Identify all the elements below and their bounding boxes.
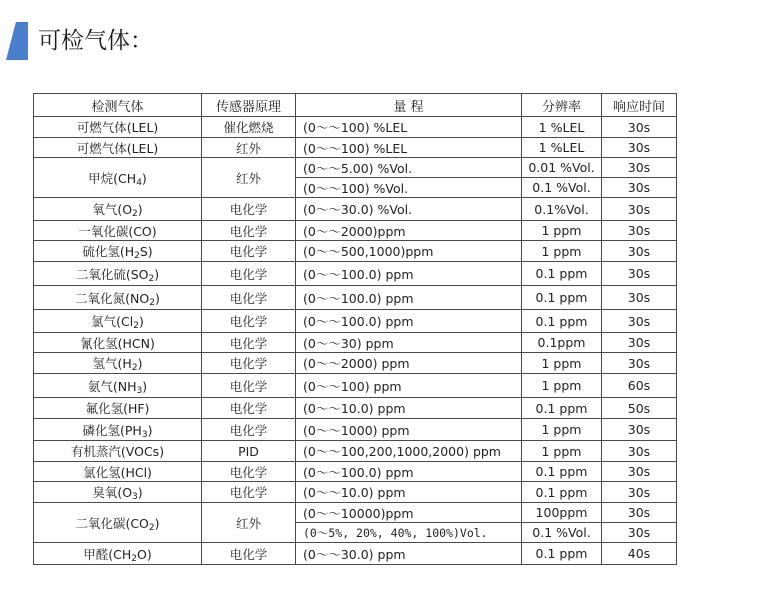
table-row xyxy=(34,543,677,565)
gas-cell xyxy=(34,441,202,462)
range-cell: (0～～30.0) %Vol. xyxy=(296,198,522,221)
gas-subscript: 2 xyxy=(132,209,138,219)
gas-cell xyxy=(34,158,202,198)
gas-name-tail: ) xyxy=(154,290,160,306)
sensor-cell: 电化学 xyxy=(202,241,296,262)
table-row xyxy=(34,441,677,462)
range-cell: (0～～100,200,1000,2000) ppm xyxy=(296,441,522,462)
table-body xyxy=(34,117,677,565)
response-time-cell: 30s xyxy=(602,158,677,178)
response-time-cell: 30s xyxy=(602,482,677,503)
table-row xyxy=(34,462,677,482)
range-cell: (0～～100) %LEL xyxy=(296,138,522,158)
gas-name: 氰化氢(HCN) xyxy=(80,335,155,351)
sensor-cell: 电化学 xyxy=(202,353,296,374)
sensor-cell: 电化学 xyxy=(202,482,296,503)
sensor-cell: 电化学 xyxy=(202,419,296,441)
resolution-cell: 0.1 ppm xyxy=(522,286,602,310)
response-time-cell: 30s xyxy=(602,221,677,241)
gas-name: 氯化氢(HCl) xyxy=(83,464,152,480)
gas-subscript: 2 xyxy=(148,522,155,533)
header-resolution: 分辨率 xyxy=(522,94,602,117)
gas-name: 可燃气体(LEL) xyxy=(76,140,159,156)
gas-name-tail: ) xyxy=(137,485,143,500)
gas-subscript: 2 xyxy=(148,273,155,284)
resolution-cell: 0.1 %Vol. xyxy=(522,523,602,543)
sensor-cell: 电化学 xyxy=(202,198,296,221)
response-time-cell: 30s xyxy=(602,117,677,138)
sensor-cell: 电化学 xyxy=(202,286,296,310)
title-accent-bar xyxy=(6,22,28,60)
gas-name-tail: ) xyxy=(138,314,144,329)
range-cell: (0～～100.0) ppm xyxy=(296,262,522,286)
gas-cell xyxy=(34,398,202,419)
resolution-cell: 1 ppm xyxy=(522,374,602,398)
header-sensor: 传感器原理 xyxy=(202,94,296,117)
table-row xyxy=(34,310,677,333)
gas-cell xyxy=(34,286,202,310)
sensor-cell: 催化燃烧 xyxy=(202,117,296,138)
response-time-cell: 30s xyxy=(602,462,677,482)
resolution-cell: 0.1 ppm xyxy=(522,310,602,333)
gas-subscript: 4 xyxy=(136,177,142,188)
table-row xyxy=(34,353,677,374)
gas-name-tail: ) xyxy=(141,170,147,186)
gas-cell xyxy=(34,543,202,565)
range-cell: (0～～1000) ppm xyxy=(296,419,522,441)
gas-subscript: 2 xyxy=(133,321,139,331)
resolution-cell: 100ppm xyxy=(522,503,602,523)
range-cell: (0～～2000) ppm xyxy=(296,353,522,374)
sensor-cell: 电化学 xyxy=(202,462,296,482)
sensor-cell: 电化学 xyxy=(202,221,296,241)
gas-subscript: 2 xyxy=(149,297,155,308)
gas-name-tail: ) xyxy=(142,378,148,394)
range-cell: (0～～30) ppm xyxy=(296,333,522,353)
resolution-cell: 1 ppm xyxy=(522,353,602,374)
sensor-cell: PID xyxy=(202,441,296,462)
response-time-cell: 30s xyxy=(602,198,677,221)
table-row xyxy=(34,503,677,523)
gas-cell xyxy=(34,462,202,482)
resolution-cell: 0.1 ppm xyxy=(522,262,602,286)
range-cell: (0～～2000)ppm xyxy=(296,221,522,241)
gas-name-tail: ) xyxy=(137,356,143,371)
response-time-cell: 40s xyxy=(602,543,677,565)
range-cell: (0～～100.0) ppm xyxy=(296,286,522,310)
response-time-cell: 30s xyxy=(602,419,677,441)
table-row xyxy=(34,262,677,286)
gas-name: 氟化氢(HF) xyxy=(85,401,150,416)
range-cell: (0～～100) %Vol. xyxy=(296,178,522,198)
gas-cell xyxy=(34,374,202,398)
response-time-cell: 50s xyxy=(602,398,677,419)
table-row xyxy=(34,117,677,138)
gas-name: 二氧化硫(SO xyxy=(75,266,149,282)
gas-name: 氯气(Cl xyxy=(91,314,134,329)
range-cell: (0～5%, 20%, 40%, 100%)Vol. xyxy=(296,523,522,543)
resolution-cell: 0.1ppm xyxy=(522,333,602,353)
resolution-cell: 0.1 ppm xyxy=(522,398,602,419)
gas-name: 臭氧(O xyxy=(92,485,133,500)
table-row xyxy=(34,419,677,441)
resolution-cell: 0.1 ppm xyxy=(522,543,602,565)
sensor-cell: 电化学 xyxy=(202,333,296,353)
gas-subscript: 3 xyxy=(136,385,143,396)
table-row xyxy=(34,482,677,503)
response-time-cell: 30s xyxy=(602,503,677,523)
gas-name: 硫化氢(H xyxy=(82,244,135,259)
header-response: 响应时间 xyxy=(602,94,677,117)
table-row xyxy=(34,158,677,178)
range-cell: (0～～500,1000)ppm xyxy=(296,241,522,262)
range-cell: (0～～100.0) ppm xyxy=(296,462,522,482)
gas-name-tail: ) xyxy=(147,422,153,438)
gas-cell xyxy=(34,241,202,262)
gas-name: 一氧化碳(CO) xyxy=(78,223,157,239)
gas-cell xyxy=(34,353,202,374)
response-time-cell: 30s xyxy=(602,286,677,310)
gas-cell xyxy=(34,503,202,543)
response-time-cell: 30s xyxy=(602,241,677,262)
response-time-cell: 30s xyxy=(602,353,677,374)
resolution-cell: 1 ppm xyxy=(522,419,602,441)
table-row xyxy=(34,286,677,310)
gas-name: 磷化氢(PH xyxy=(82,422,142,438)
gas-cell xyxy=(34,482,202,503)
gas-name: 甲烷(CH xyxy=(88,170,137,186)
gas-subscript: 3 xyxy=(141,429,148,440)
resolution-cell: 0.1 %Vol. xyxy=(522,178,602,198)
header-range: 量 程 xyxy=(296,94,522,117)
table-row xyxy=(34,241,677,262)
gas-name-tail: S) xyxy=(139,244,153,259)
gas-name-tail: ) xyxy=(154,515,160,531)
resolution-cell: 0.1%Vol. xyxy=(522,198,602,221)
resolution-cell: 1 ppm xyxy=(522,241,602,262)
resolution-cell: 1 ppm xyxy=(522,441,602,462)
resolution-cell: 1 %LEL xyxy=(522,138,602,158)
sensor-cell: 电化学 xyxy=(202,262,296,286)
gas-name: 可燃气体(LEL) xyxy=(76,120,159,135)
response-time-cell: 30s xyxy=(602,262,677,286)
sensor-cell: 红外 xyxy=(202,158,296,198)
gas-name-tail: ) xyxy=(154,266,160,282)
response-time-cell: 30s xyxy=(602,523,677,543)
gas-name: 二氧化碳(CO xyxy=(75,515,149,531)
gas-name: 有机蒸汽(VOCs) xyxy=(70,444,165,459)
table-row xyxy=(34,198,677,221)
gas-cell xyxy=(34,419,202,441)
response-time-cell: 60s xyxy=(602,374,677,398)
page-header xyxy=(6,22,406,62)
range-cell: (0～～100.0) ppm xyxy=(296,310,522,333)
resolution-cell: 0.1 ppm xyxy=(522,482,602,503)
gas-subscript: 2 xyxy=(131,553,138,564)
sensor-cell: 红外 xyxy=(202,138,296,158)
sensor-cell: 电化学 xyxy=(202,374,296,398)
table-header-row xyxy=(34,94,677,117)
gas-cell xyxy=(34,138,202,158)
range-cell: (0～～30.0) ppm xyxy=(296,543,522,565)
response-time-cell: 30s xyxy=(602,310,677,333)
gas-name: 氧气(O xyxy=(92,202,133,217)
gas-subscript: 2 xyxy=(134,251,140,261)
sensor-cell: 电化学 xyxy=(202,310,296,333)
response-time-cell: 30s xyxy=(602,138,677,158)
table-row xyxy=(34,398,677,419)
range-cell: (0～～10.0) ppm xyxy=(296,398,522,419)
response-time-cell: 30s xyxy=(602,178,677,198)
page-title: 可检气体： xyxy=(38,28,153,54)
header-gas: 检测气体 xyxy=(34,94,202,117)
gas-cell xyxy=(34,221,202,241)
sensor-cell: 红外 xyxy=(202,503,296,543)
resolution-cell: 0.01 %Vol. xyxy=(522,158,602,178)
gas-subscript: 2 xyxy=(131,363,138,373)
gas-cell xyxy=(34,333,202,353)
sensor-cell: 电化学 xyxy=(202,543,296,565)
response-time-cell: 30s xyxy=(602,441,677,462)
gas-spec-table xyxy=(33,93,677,565)
gas-subscript: 3 xyxy=(132,492,138,502)
gas-cell xyxy=(34,262,202,286)
table-row xyxy=(34,333,677,353)
resolution-cell: 0.1 ppm xyxy=(522,462,602,482)
table-row xyxy=(34,374,677,398)
gas-cell xyxy=(34,310,202,333)
resolution-cell: 1 %LEL xyxy=(522,117,602,138)
gas-name: 氨气(NH xyxy=(87,378,137,394)
gas-name: 氢气(H xyxy=(92,356,132,371)
sensor-cell: 电化学 xyxy=(202,398,296,419)
gas-name: 甲醛(CH xyxy=(83,546,132,562)
gas-name-tail: O) xyxy=(137,546,152,562)
gas-cell xyxy=(34,198,202,221)
table-row xyxy=(34,138,677,158)
gas-cell xyxy=(34,117,202,138)
range-cell: (0～～5.00) %Vol. xyxy=(296,158,522,178)
range-cell: (0～～100) %LEL xyxy=(296,117,522,138)
range-cell: (0～～100) ppm xyxy=(296,374,522,398)
range-cell: (0～～10000)ppm xyxy=(296,503,522,523)
response-time-cell: 30s xyxy=(602,333,677,353)
gas-name-tail: ) xyxy=(137,202,143,217)
resolution-cell: 1 ppm xyxy=(522,221,602,241)
gas-name: 二氧化氮(NO xyxy=(75,290,150,306)
table-row xyxy=(34,221,677,241)
range-cell: (0～～10.0) ppm xyxy=(296,482,522,503)
